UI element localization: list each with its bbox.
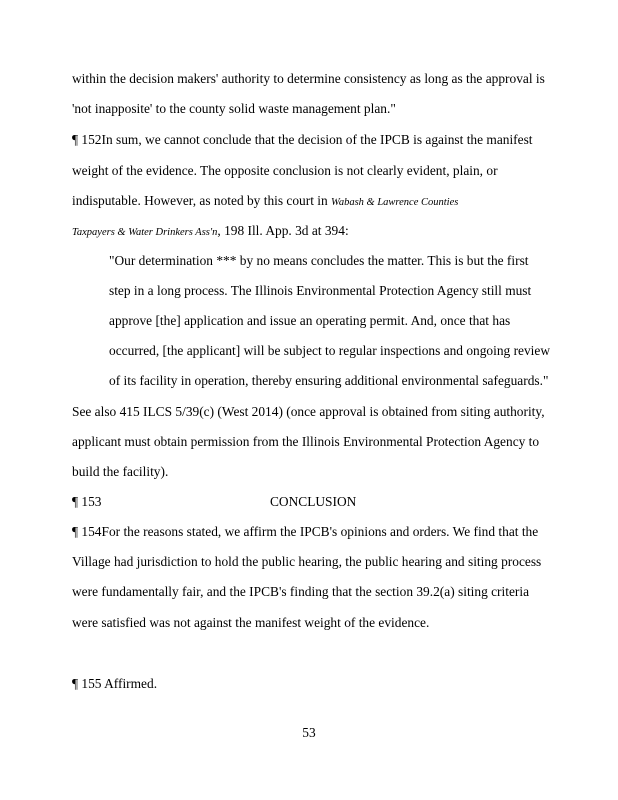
continuation-line-1: within the decision makers' authority to determine consistency as long as the approval is — [72, 71, 545, 86]
paragraph-154-line-2: Village had jurisdiction to hold the public hearing, the public hearing and siting process — [72, 554, 542, 569]
see-also-line-3: build the facility). — [72, 464, 169, 479]
paragraph-152-line-3-text: indisputable. However, as noted by this court in — [72, 193, 332, 208]
paragraph-154-line-3: were fundamentally fair, and the IPCB's finding that the section 39.2(a) siting criteria — [72, 584, 530, 599]
citation-text: , 198 Ill. App. 3d at 394: — [217, 223, 349, 238]
case-name-part-2: Taxpayers & Water Drinkers Ass'n — [72, 227, 218, 238]
paragraph-152-line-2: weight of the evidence. The opposite conclusion is not clearly evident, plain, or — [72, 163, 498, 178]
conclusion-heading: CONCLUSION — [270, 494, 357, 509]
continuation-line-2: 'not inapposite' to the county solid waste management plan." — [72, 101, 396, 116]
see-also-line-2: applicant must obtain permission from the Illinois Environmental Protection Agency to — [72, 434, 540, 449]
block-quote-line-2: step in a long process. The Illinois Environmental Protection Agency still must — [109, 283, 532, 298]
paragraph-152-line-1: ¶ 152In sum, we cannot conclude that the decision of the IPCB is against the manifest — [72, 132, 533, 147]
paragraph-153-number: ¶ 153 — [72, 494, 102, 509]
paragraph-155: ¶ 155 Affirmed. — [72, 676, 158, 691]
see-also-line-1: See also 415 ILCS 5/39(c) (West 2014) (once approval is obtained from siting authority, — [72, 404, 545, 419]
paragraph-154-line-1: ¶ 154For the reasons stated, we affirm the IPCB's opinions and orders. We find that the — [72, 524, 539, 539]
paragraph-152-line-3 — [72, 193, 458, 211]
block-quote-line-5: of its facility in operation, thereby ensuring additional environmental safeguards." — [109, 373, 549, 388]
paragraph-154-line-4: were satisfied was not against the manifest weight of the evidence. — [72, 615, 430, 630]
block-quote-line-3: approve [the] application and issue an operating permit. And, once that has — [109, 313, 511, 328]
block-quote-line-1: "Our determination *** by no means concludes the matter. This is but the first — [109, 253, 529, 268]
block-quote-line-4: occurred, [the applicant] will be subject to regular inspections and ongoing review — [109, 343, 551, 358]
case-name-part-1: Wabash & Lawrence Counties — [331, 197, 459, 208]
page-number: 53 — [302, 725, 316, 740]
paragraph-152-line-4 — [72, 223, 349, 241]
